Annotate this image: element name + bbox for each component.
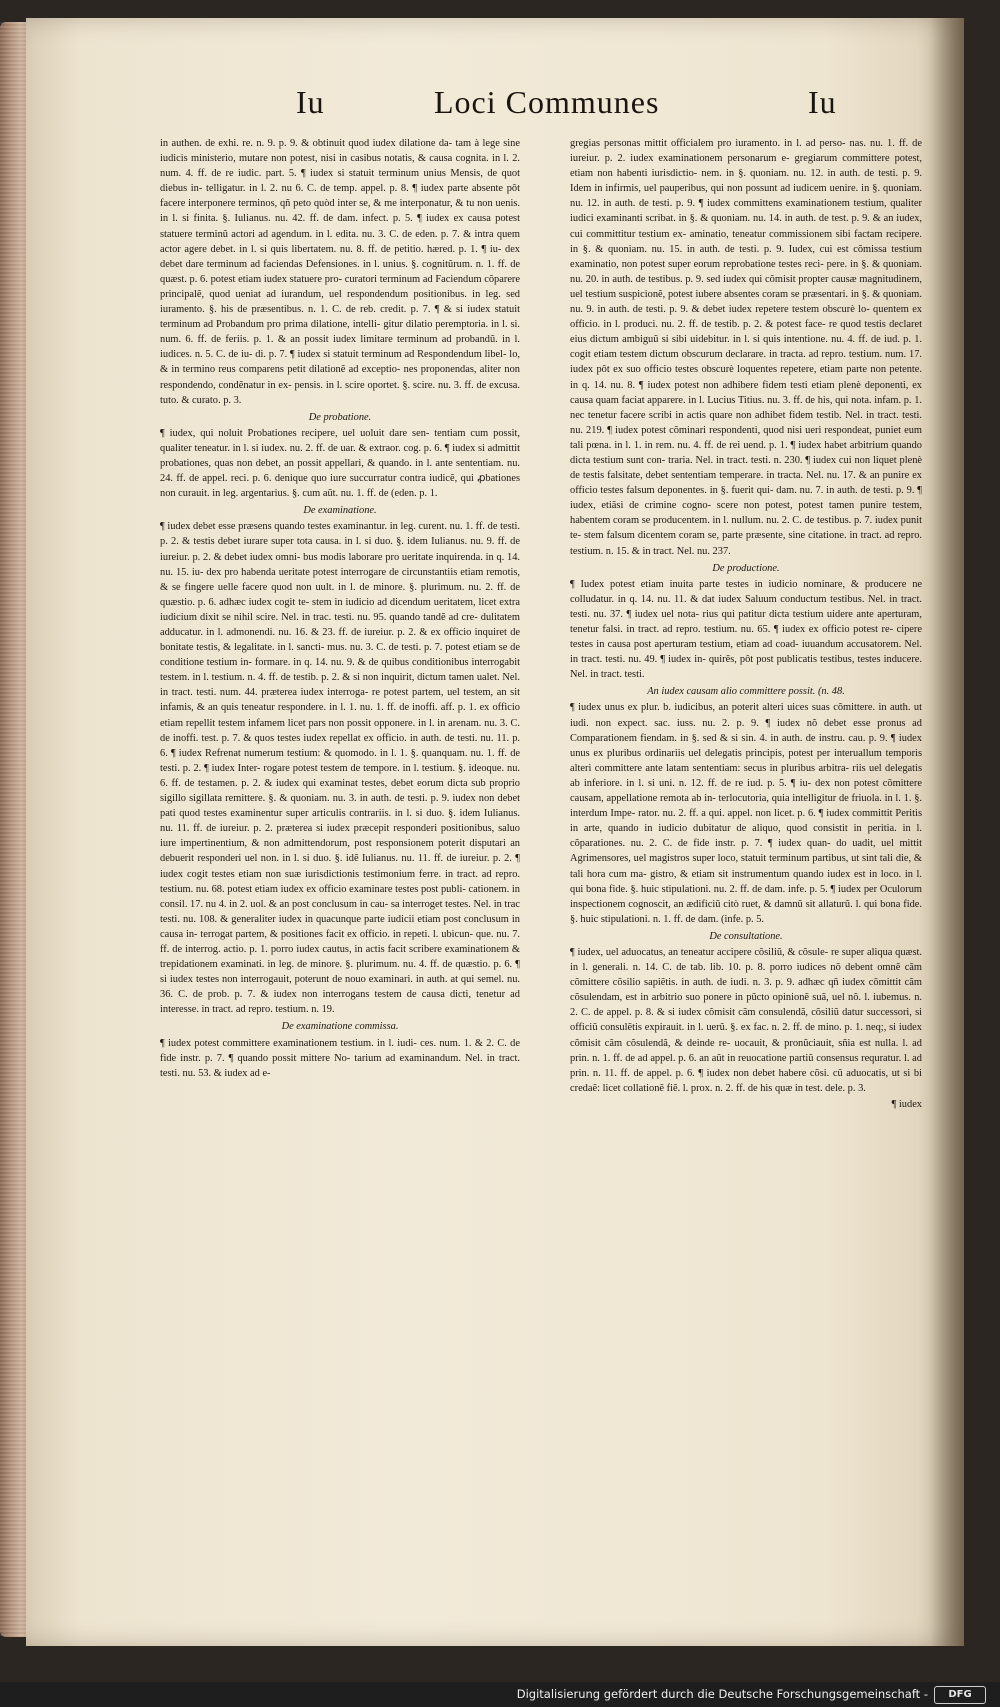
right-column-paragraph: ¶ iudex, uel aduocatus, an teneatur accipere cõsiliũ, & cõsule- re super aliqua quæst. in l. generali. n. 14. C. de tab. lib. 10. p. 8. porro iudices nõ debent omnẽ cãm cõmittere cõsilio sapiẽtis. in auth. de iudi. n. 3. p. 9. adhæc qñ iudex cõmittit cãm cõsulendam, est in arbitrio suo ponere in pũcto opinionẽ suã, uel nõ. l. iubemus. n. 2. C. de appel. p. 8. & si iudex cõmisit cãm consulendã, cõsiliũ datur successori, si officiũ consulẽtis expirauit. in l. uerũ. §. ex fac. n. 2. ff. de mino. p. 1. neq;, si iudex cõmisit cãm cõsulendã, & deinde re- uocauit, & pronũciauit, sñia est nulla. l. ad prin. n. 1. ff. de ad appel. p. 6. an aũt in reuocatione partiũ consensus requratur. l. ad prin. n. 11. ff. de appel. p. 6. ¶ iudex non debet habere cõsi. cũ aduocatis, ut si bi credaẽ: licet collationẽ fiẽ. l. prox. n. 2. ff. de his quæ in test. dele. p. 3. [570,946,922,1094]
left-column-paragraph: ¶ iudex, qui noluit Probationes recipere, uel uoluit dare sen- tentiam cum possit, qualiter teneatur. in l. si iudex. nu. 2. ff. de uar. & extraor. cog. p. 6. ¶ iudex si admittit probationes, quas non debet, an possit appellari, & quando. in l. ante sententiam. nu. 24. ff. de appel. reci. p. 6. denique quo iure succurratur contra iudicẽ, qui ꝓbationes non curauit. in leg. argentarius. §. cum aũt. nu. 1. ff. de (eden. p. 1. [160,427,520,500]
digitization-footer [0,1682,1000,1707]
header-right-catchword: Iu [808,84,837,120]
left-column-paragraph: ¶ iudex potest committere examinationem testium. in l. iudi- ces. num. 1. & 2. C. de fide instr. p. 7. ¶ quando possit mittere No- tarium ad examinandum. Nel. in tract. testi. nu. 53. & iudex ad e- [160,1037,520,1079]
footer-credit: Digitalisierung gefördert durch die Deutsche Forschungsgemeinschaft - [516,1687,928,1701]
right-column-section-heading: De productione. [712,562,780,574]
left-column-paragraph: in authen. de exhi. re. n. 9. p. 9. & obtinuit quod iudex dilatione da- tam à lege sine iudicis ministerio, mutare non potest, nisi in casibus notatis, & causa cognita. in l. 2. num. 4. ff. de re iudic. part. 5. ¶ iudex si statuit terminum unius Mensis, de quot diebus in- telligatur. in l. 2. nu 6. C. de temp. appel. p. 8. ¶ iudex parte absente pôt facere interponere terminos, qñ peto quòd inter se, & me interponatur, & tu non uenis. in l. si finita. §. Iulianus. nu. 42. ff. de dam. infect. p. 5. ¶ iudex ex causa potest statuere terminũ actori ad agendum. in l. edita. nu. 3. C. de eden. p. 7. & intra quem actor agere debet. in l. si quis libertatem. nu. 8. ff. de petitio. hæred. p. 1. ¶ iu- dex debet dare terminum ad faciendas Defensiones. in l. unius. §. cognitũrum. n. 1. ff. de quæst. p. 6. potest etiam iudex statuere pro- curatori terminum ad Faciendum cõparere principalẽ, quod ueniat ad iurandum, uel respondendum positionibus. in leg. sed iuramento. §. his de præsentibus. n. 1. C. de reb. credit. p. 7. ¶ & si iudex statuit terminum ad Probandum pro prima dilatione, intelli- gitur dilatio peremptoria. in l. si. num. 6. ff. de feriis. p. 1. & an possit iudex limitare terminum ad probandũ. in l. iudices. n. 5. C. de iu- di. p. 7. ¶ iudex si statuit terminum ad Respondendum libel- lo, & in termino reus comparens petit dilationẽ ad exceptio- nes proponendas, aliter non respondendo, condẽnatur in ex- pensis. in l. scire oportet. §. scire. nu. 3. ff. de excusa. tuto. & curato. p. 3. [160,138,520,406]
left-column-paragraph: ¶ iudex debet esse præsens quando testes examinantur. in leg. curent. nu. 1. ff. de testi. p. 2. & testis debet iurare super tota causa. in l. si duo. §. idem Iulianus. nu. 9. ff. de iureiur. p. 2. & debet iudex omni- bus modis laborare pro ueritate inquirenda. in q. 14. nu. 15. iu- dex pro habenda ueritate potest interrogare de circunstantiis etiam remotis, & se fingere uelle facere quod non uult. in l. de minore. §. plurimum. nu. 2. ff. de quæstio. p. 6. adhæc iudex cogit te- stem in iudicio ad dicendum ueritatem, licet extra iudicium dixit se nihil scire. Nel. in trac. testi. nu. 95. quando tandẽ ad cre- dulitatem adducatur. in l. admonendi. nu. 16. & 23. ff. de iureiur. p. 2. & ex officio inquiret de bonitate testis, & legalitate. in l. sancti- mus. nu. 3. C. de testi. p. 7. potest etiam se de conditione testium in- formare. in q. 14. nu. 9. & de quibus conditionibus interrogabit testem. in l. testium. n. 4. ff. de testib. p. 2. & si non inquirit, dictum tamen ualet. Nel. in tract. testi. num. 44. præterea iudex interroga- re potest partem, uel testem, an sit infamis, & an quis teneatur respondere. in l. 1. nu. 1. ff. de inoffi. aff. p. 1. ex officio etiam repellit testem infamem licet pars non possit opponere. in l. in arenam. nu. 3. C. de inoffi. test. p. 7. & quos testes iudex repellat ex officio. in auth. de testi. nu. 11. p. 6. ¶ iudex Refrenat numerum testium: & quomodo. in l. 1. §. quanquam. nu. 1. ff. de testi. p. 2. ¶ iudex Inter- rogare potest testem de tempore. in l. testium. §. ideoque. nu. 6. ff. de testamen. p. 2. & iudex qui examinat testes, debet eorum dicta sub proprio sigillo sigillata remittere. §. & quoniam. nu. 3. in auth. de testi. p. 9. iudex non debet pati quod testes examinentur super articulis contrariis. in l. si duo. §. idem Iulianus. nu. 11. ff. de iureiur. p. 2. præterea si iudex præcepit responderi positionibus, saluo iure impertinentium, & non admittendorum, post responsionem poterit disputari an debuerit responderi uel non. in l. si duo. §. idẽ Iulianus. nu. 11. ff. de iureiur. p. 2. ¶ iudex cogit testes etiam non suæ iurisdictionis testimonium ferre. in tract. ad repro. testium. nu. 68. potest etiam iudex ex officio examinare testes post publi- cationem. in consil. 17. nu 4. in 2. uol. & an post conclusum in cau- sa interroget testes. Nel. in trac testi. nu. 108. & generaliter iudex in quacunque parte iudicii etiam post conclusum in causa in- terrogat partem, & positiones facit ex officio. in repeti. l. ubicun- que. nu. 7. ff. de interrog. actio. p. 1. porro iudex cautus, in actis facit scribere examinationem & trepidationem examinati. in leg. de minore. §. plurimum. nu. 4. ff. de quæstio. p. 6. ¶ si iudex testes non interrogauit, poterunt de nouo examinari. in auth. at qui semel. nu. 36. C. de prob. p. 7. & iudex non interrogans testem de causa dicti, tenetur ad interesse. in tract. ad repro. testium. n. 19. [160,521,520,1016]
left-column-section-heading: De examinatione commissa. [281,1021,399,1033]
book-gutter-shadow [930,18,964,1646]
right-column-paragraph: ¶ iudex unus ex plur. b. iudicibus, an poterit alteri uices suas cõmittere. in auth. ut iudi. non expect. sac. iuss. nu. 2. p. 9. ¶ iudex nõ debet esse pronus ad Comparationem fiendam. in §. sed & si sin. 4. in auth. de instru. cau. p. 9. ¶ iudex unus ex pluribus ordinariis uel delegatis principis, potest per interuallum temporis alteri committere ante latam sententiam: secus in pluribus arbitra- riis uel delegatis ab inferiore. in l. si uni. n. 12. ff. de re iud. p. 5. ¶ iu- dex non potest cõmittere causam, appellatione remota ab in- terlocutoria, quia intelligitur de friuola. in l. 1. §. interdum Impe- rator. nu. 2. ff. a qui. appel. non licet. p. 6. ¶ iudex committit Peritis in arte, quando in iudicio dubitatur de aliquo, quod consistit in peritia. in l. cõparationes. nu. 2. C. de fide instr. p. 7. ¶ iudex quan- do uadit, uel mittit Agrimensores, uel magistros super loco, statuit terminum partibus, ut sint tali die, & tali hora cum ma- gistro, & etiam sit instrumentum quando iudex est in loco. in l. qui bona fide. §. huic stipulationi. nu. 2. ff. de dam. infe. p. 5. ¶ iudex per Oculorum inspectionem cognoscit, an ædificiũ citò ruet, & damnũ sit allaturũ. l. qui bona fide. §. huic stipulationi. n. 1. ff. de dam. (infe. p. 5. [570,702,922,925]
left-column-section-heading: De examinatione. [303,505,377,517]
dfg-logo: DFG [934,1686,986,1704]
left-column-section-heading: De probatione. [308,411,372,423]
right-column-paragraph: ¶ Iudex potest etiam inuita parte testes in iudicio nominare, & producere ne colludatur. in q. 14. nu. 11. & dat iudex Saluum conductum testibus. Nel. in tract. testi. nu. 37. ¶ iudex uel nota- rius qui patitur dicta testium uidere ante aperturam, tenetur falsi. in tract. ad repro. testium. nu. 65. ¶ iudex ex officio potest re- cipere testes in causa post aperturam testium, etiam ad coad- iuuandum accusatorem. Nel. in tract. testi. nu. 49. ¶ iudex in- quirẽs, pôt post publicatis testibus, testes inducere. Nel. in tract. testi. [570,578,922,681]
right-text-column [570,136,922,1112]
left-text-column [160,136,520,1081]
right-column-section-heading: De consultatione. [709,930,783,942]
running-header [0,82,1000,132]
header-left-catchword: Iu [296,84,325,120]
header-title: Loci Communes [434,84,660,120]
right-column-section-heading: An iudex causam alio committere possit. (n. 48. [647,686,845,698]
right-column-paragraph: gregias personas mittit officialem pro iuramento. in l. ad perso- nas. nu. 1. ff. de iureiur. p. 2. iudex examinationem personarum e- gregiarum committere potest, etiam non habenti iurisdictio- nem. in §. quoniam. nu. 12. in auth. de testi. p. 9. Idem in infirmis, uel pauperibus, qui non possunt ad iudicem uenire. in §. quoniam. nu. 12. in auth. de testi. p. 9. ¶ iudex committens examinationem testium, qualiter iudici examinanti scribat. in §. & quoniam. nu. 14. in auth. de test. p. 9. & an iudex, cui committitur testium ex- aminatio, teneatur commissionem sibi factam recipere. in §. & quoniam. nu. 15. in auth. de testi. p. 9. Iudex, cui est cõmissa testium examinatio, non potest super eorum reprobatione testes reci- pere. in §. & quoniam. nu. 20. in auth. de testibus. p. 9. sed iudex qui cõmisit propter causæ magnitudinem, uel testium suspicionẽ, potest iubere absentes coram se præsentari. in §. & quoniam. nu. 9. in auth. de testi. p. 9. & debet iudex repetere testem obscurè lo- quentem ex officio. in l. produci. nu. 2. ff. de testib. p. 2. & potest face- re quod testis declaret eius dictum ambiguũ si sibi uidebitur. in l. si quis intentione. nu. 4. ff. de iud. p. 1. cogit etiam testem dictum obscurum declarare. in tracta. ad repro. testium. num. 17. iudex pôt ex suo officio testes obscurè loquentes repetere, etiam parte non petente. in q. 14. nu. 8. ¶ iudex potest non adhibere fidem testi etiam plenè deponenti, ex causa quam faciat apparere. in l. Lucius Titius. nu. 3. ff. de his, qui nota. infam. p. 1. nec tenetur facere scribi in actis quare non adhibet fidem testib. Nel. in tract. testi. nu. 219. ¶ iudex potest cõminari respondenti, quod nisi ueri respondeat, puniet eum tali pœna. in l. 1. in rem. nu. 4. ff. de rei uend. p. 1. ¶ iudex habet arbitrium quando dicta testium sunt con- traria. Nel. in tract. testi. n. 230. ¶ iudex cui non liquet plenè de testis falsitate, debet sententiam temperare. in tracta. Nel. nu. 17. & an punire ex officio testes falsum deponentes. in §. fuerit qui- dam. nu. 7. in auth. de testi. p. 9. ¶ iudex, etiãsi de crimine cogno- scere non potest, potest tamen punire testem, habentem coram se producentem. in l. nullum. nu. 2. C. de testibus. p. 7. iudex punit te- stem falsum dicentem coram se, parte præsente, sine citatione. in tract. ad repro. testium. n. 15. & in tract. Nel. nu. 237. [570,138,922,557]
right-column-catchword: ¶ iudex [891,1098,922,1110]
